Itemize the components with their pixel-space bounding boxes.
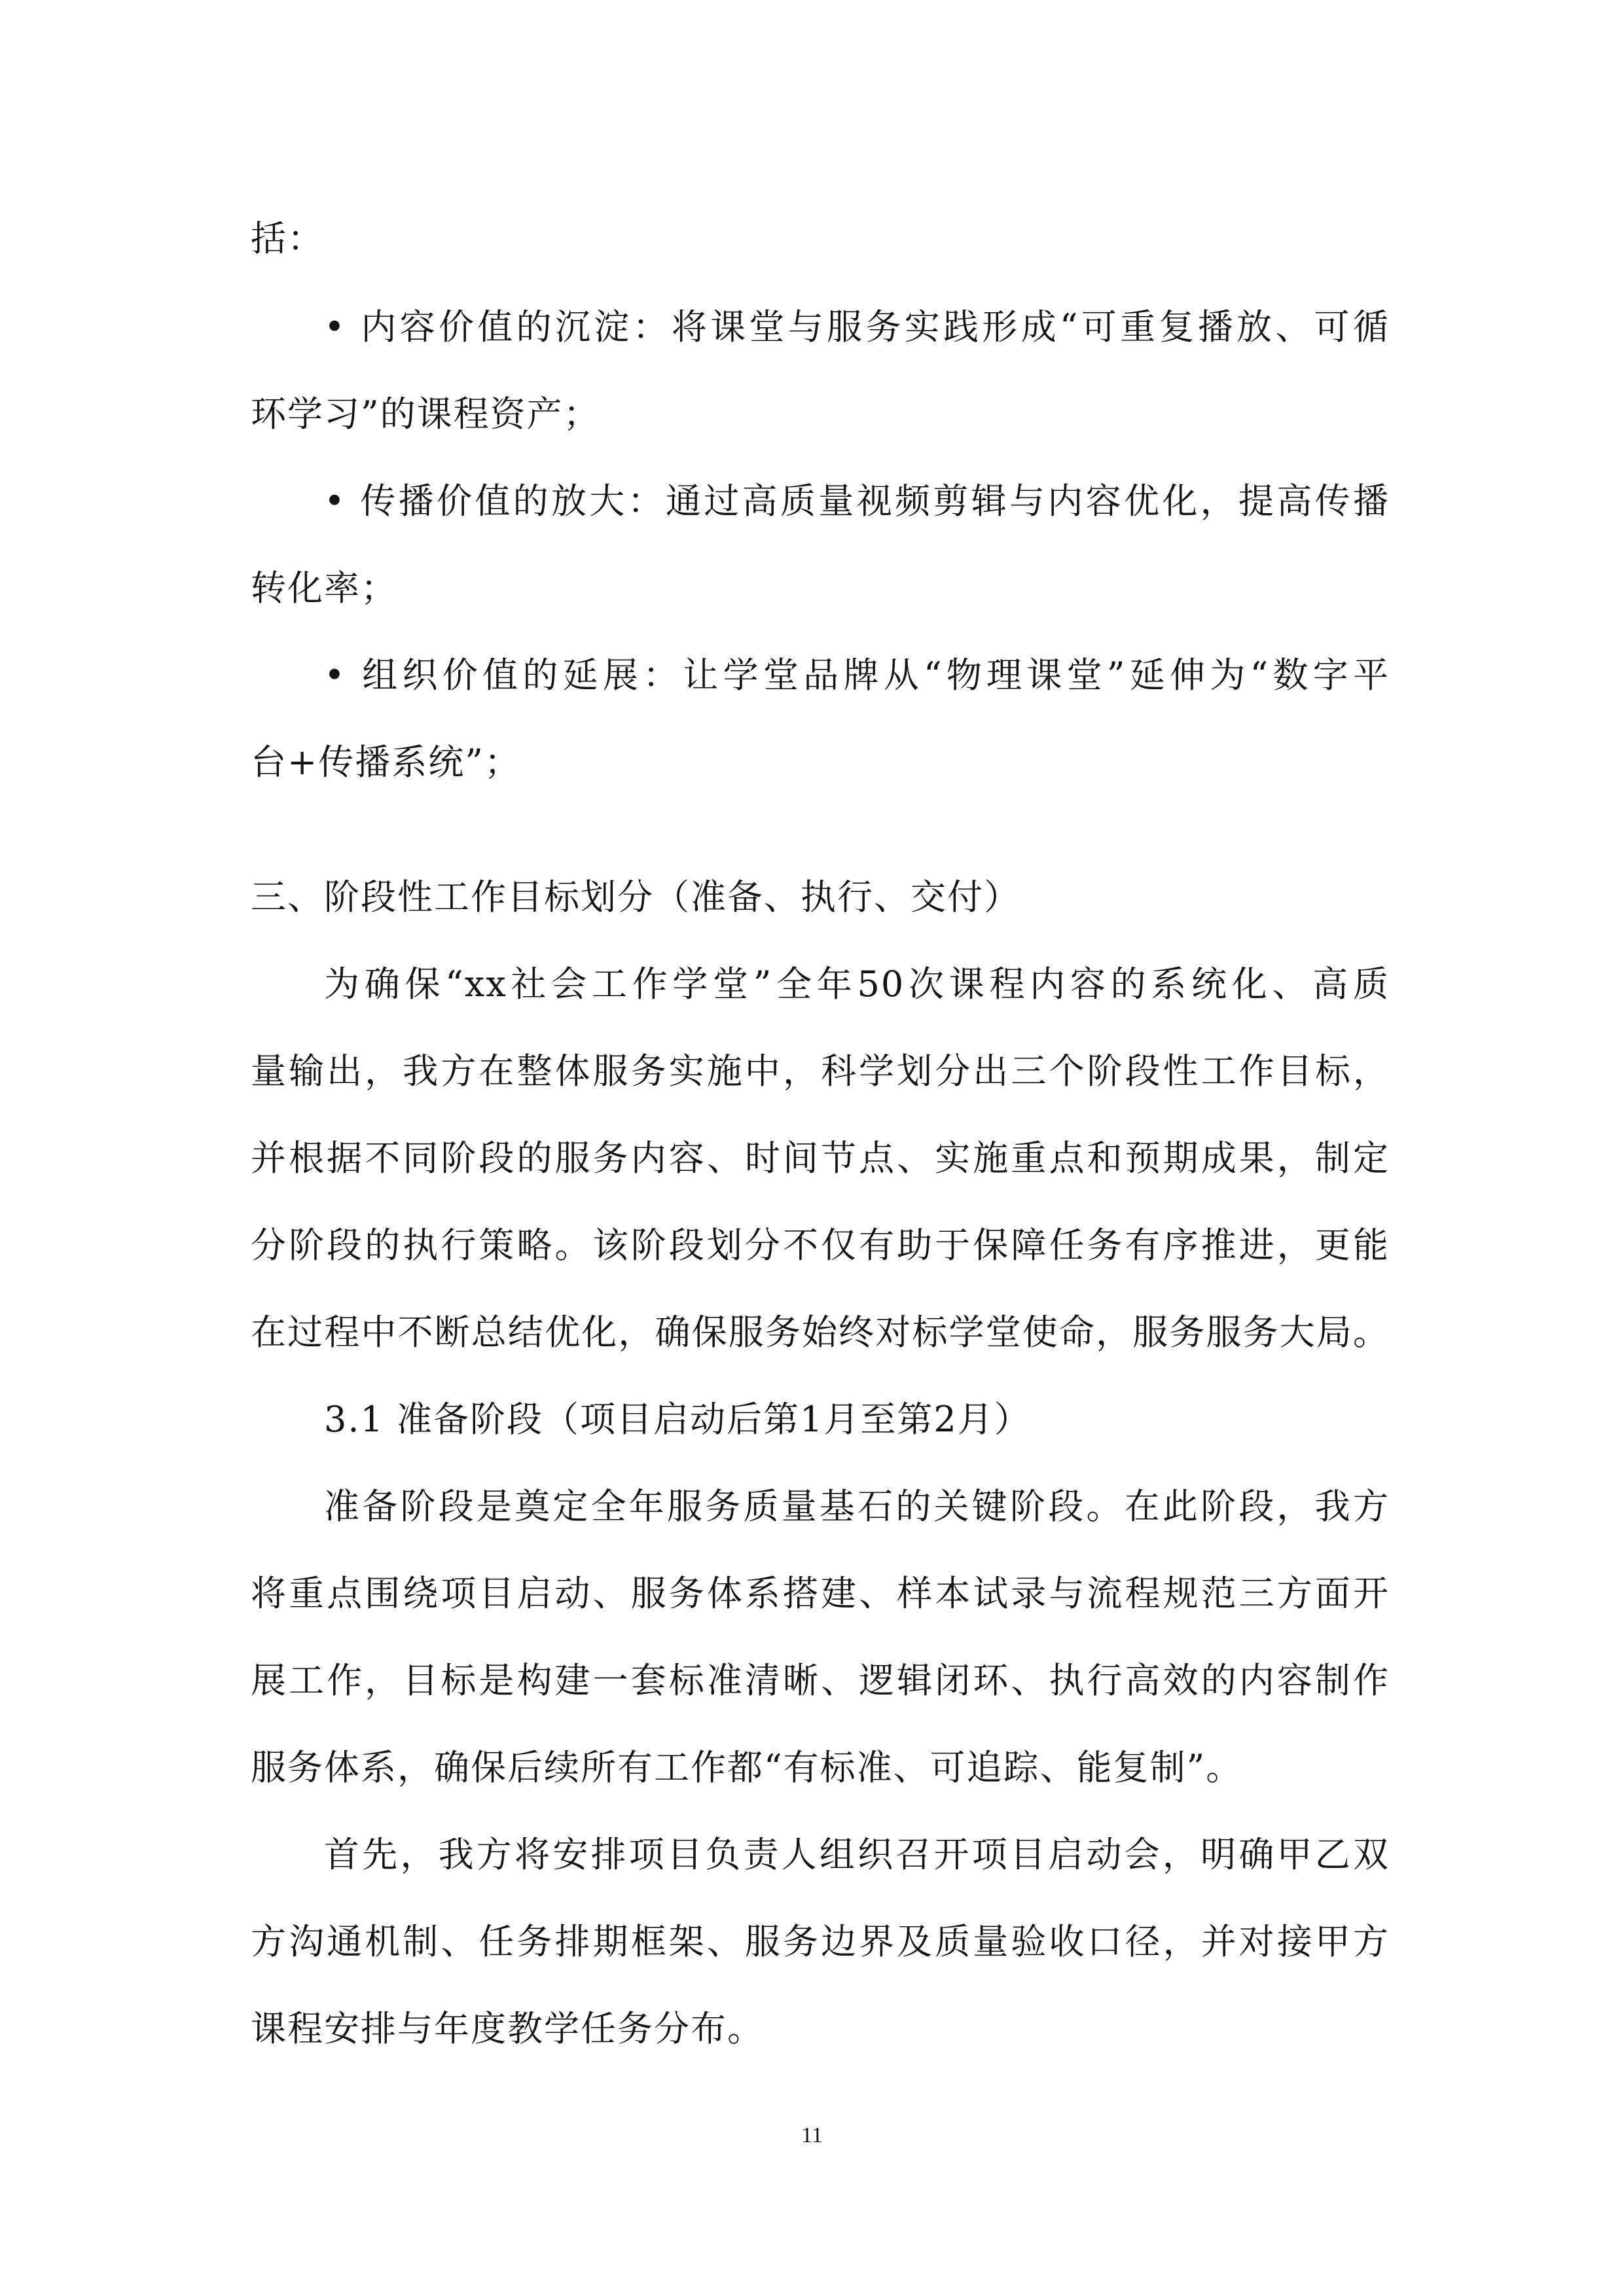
paragraph-line: 准备阶段是奠定全年服务质量基石的关键阶段。在此阶段，我方 <box>324 1486 1390 1527</box>
paragraph-line: 展工作，目标是构建一套标准清晰、逻辑闭环、执行高效的内容制作 <box>251 1660 1390 1701</box>
page-number: 11 <box>801 2123 823 2147</box>
bullet-item-org-value: • 组织价值的延展：让学堂品牌从“物理课堂”延伸为“数字平 <box>324 655 1390 696</box>
paragraph-line: 为确保“xx社会工作学堂”全年50次课程内容的系统化、高质 <box>324 963 1390 1005</box>
paragraph-line: 服务体系，确保后续所有工作都“有标准、可追踪、能复制”。 <box>251 1747 1243 1788</box>
paragraph-line: 课程安排与年度教学任务分布。 <box>251 2008 764 2049</box>
paragraph-line: 首先，我方将安排项目负责人组织召开项目启动会，明确甲乙双 <box>324 1834 1390 1875</box>
paragraph-line: 方沟通机制、任务排期框架、服务边界及质量验收口径，并对接甲方 <box>251 1921 1390 1962</box>
paragraph-line: 量输出，我方在整体服务实施中，科学划分出三个阶段性工作目标， <box>251 1050 1390 1092</box>
section-heading-3: 三、阶段性工作目标划分（准备、执行、交付） <box>251 876 1020 918</box>
subsection-heading-3-1: 3.1 准备阶段（项目启动后第1月至第2月） <box>324 1399 1031 1440</box>
bullet-item-content-value-cont: 环学习”的课程资产； <box>251 393 600 435</box>
bullet-item-org-value-cont: 台+传播系统”； <box>251 742 521 783</box>
bullet-item-spread-value: • 传播价值的放大：通过高质量视频剪辑与内容优化，提高传播 <box>324 480 1390 522</box>
paragraph-line: 在过程中不断总结优化，确保服务始终对标学堂使命，服务服务大局。 <box>251 1312 1390 1353</box>
bullet-item-spread-value-cont: 转化率； <box>251 567 397 609</box>
paragraph-line: 将重点围绕项目启动、服务体系搭建、样本试录与流程规范三方面开 <box>251 1573 1390 1614</box>
paragraph-continuation: 括： <box>251 218 324 259</box>
paragraph-line: 并根据不同阶段的服务内容、时间节点、实施重点和预期成果，制定 <box>251 1138 1390 1179</box>
paragraph-line: 分阶段的执行策略。该阶段划分不仅有助于保障任务有序推进，更能 <box>251 1225 1390 1266</box>
bullet-item-content-value: • 内容价值的沉淀：将课堂与服务实践形成“可重复播放、可循 <box>324 306 1390 348</box>
